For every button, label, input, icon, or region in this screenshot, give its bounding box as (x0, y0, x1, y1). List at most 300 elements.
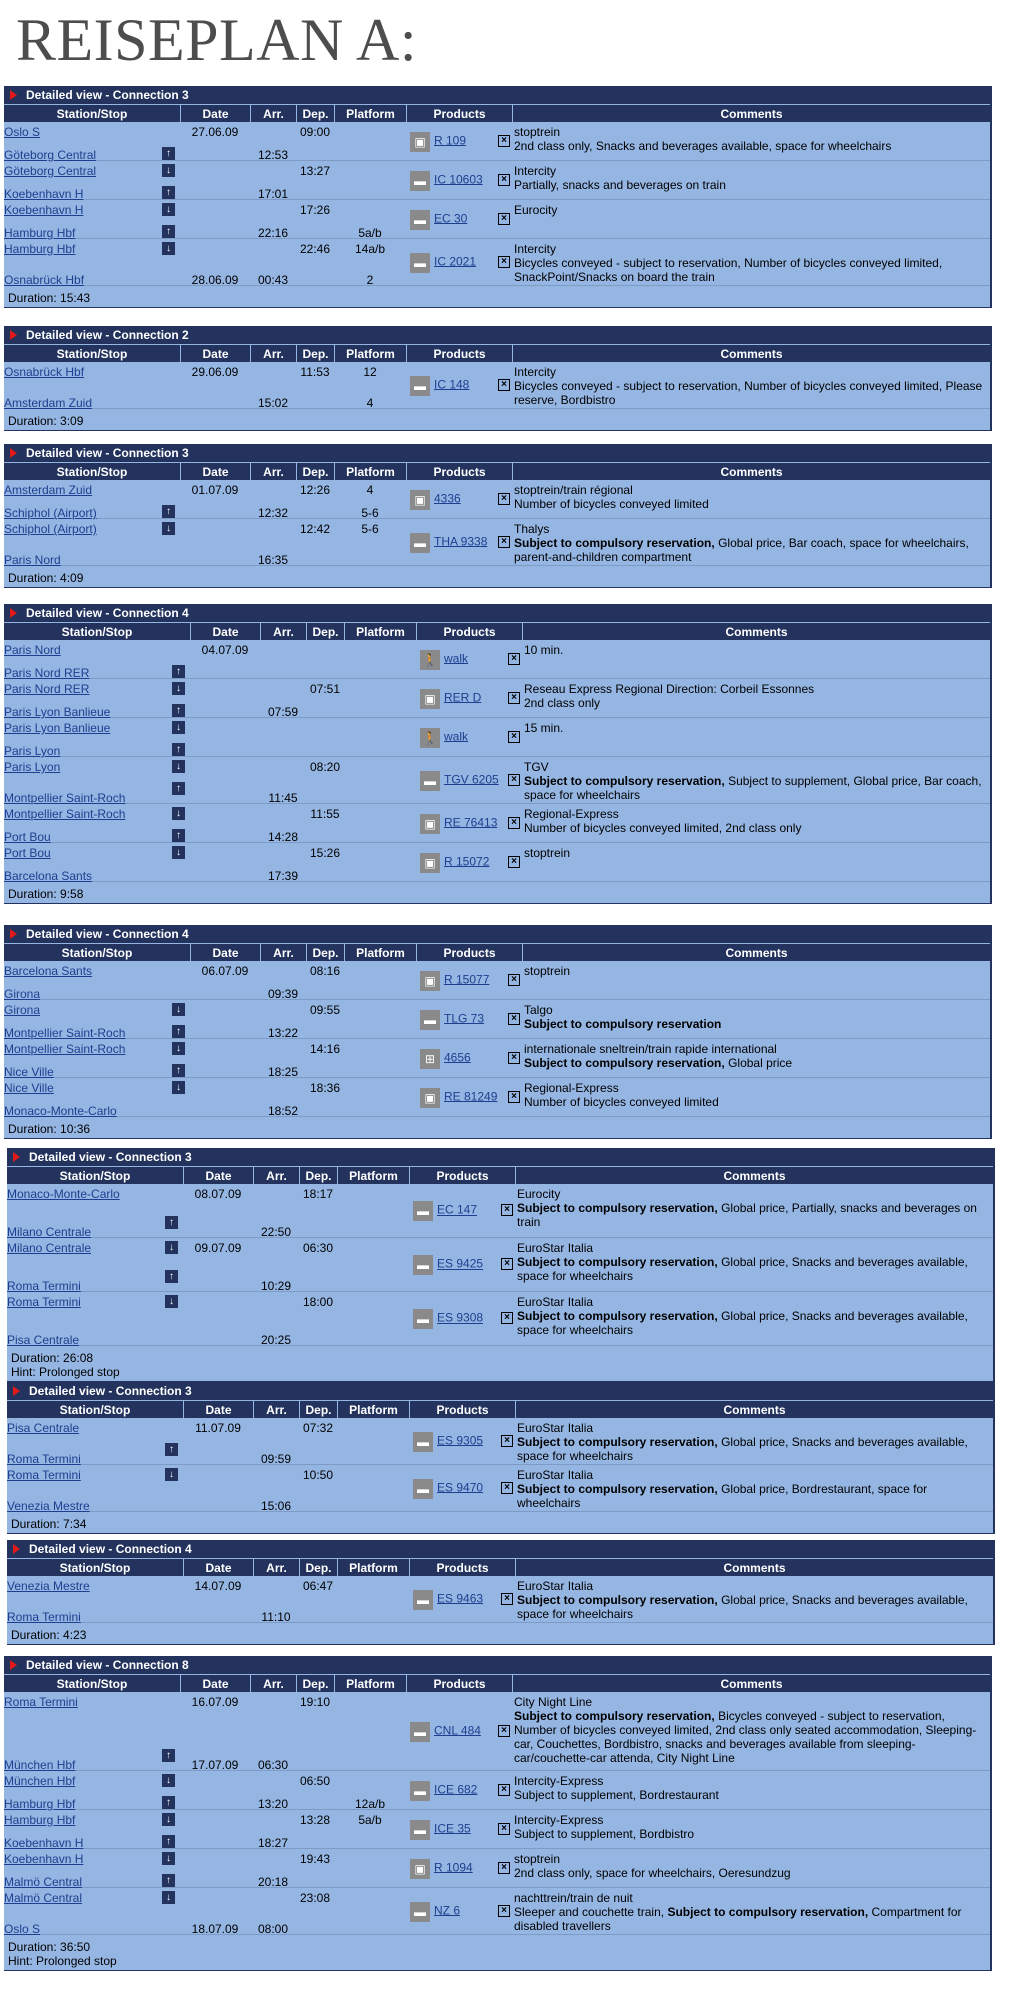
close-icon[interactable]: × (498, 213, 510, 225)
duration-text: Duration: 7:34 (11, 1517, 87, 1531)
plat-value (337, 1295, 409, 1309)
panel-header[interactable] (4, 1656, 990, 1674)
table-row (4, 1771, 990, 1810)
dep-value: 10:50 (302, 1468, 334, 1482)
column-header-comments: Comments (515, 1167, 993, 1184)
arrow-down-icon[interactable]: ↓ (162, 203, 175, 216)
dep-cell (306, 757, 344, 805)
close-icon[interactable]: × (498, 1862, 510, 1874)
product-cell (406, 362, 512, 410)
arrow-up-icon[interactable]: ↑ (162, 225, 175, 238)
date-value: 06.07.09 (201, 964, 249, 978)
product-link[interactable]: R 109 (434, 133, 467, 147)
rows (4, 480, 990, 566)
close-icon[interactable]: × (498, 135, 510, 147)
column-header-platform: Platform (337, 1167, 409, 1184)
arrow-down-icon[interactable]: ↓ (172, 1003, 185, 1016)
table-row (4, 804, 990, 843)
expand-triangle-icon[interactable] (10, 90, 17, 100)
arr-value: 12:53 (257, 148, 289, 162)
station-link[interactable]: München Hbf (4, 1774, 76, 1788)
station-link[interactable]: Port Bou (4, 830, 51, 844)
station-link[interactable]: Monaco-Monte-Carlo (7, 1187, 120, 1201)
station-link[interactable]: Girona (4, 1003, 41, 1017)
close-icon[interactable]: × (498, 1905, 510, 1917)
close-icon[interactable]: × (508, 1052, 520, 1064)
arrow-up-icon[interactable]: ↑ (165, 1270, 178, 1283)
product-link[interactable]: EC 147 (437, 1202, 478, 1217)
product-cell (409, 1184, 515, 1239)
close-icon[interactable]: × (501, 1435, 513, 1447)
station-link[interactable]: Osnabrück Hbf (4, 365, 85, 379)
comment-title: stoptrein (524, 846, 571, 860)
station-link[interactable]: Amsterdam Zuid (4, 396, 93, 410)
arrow-down-icon[interactable]: ↓ (172, 682, 185, 695)
date-value (183, 1333, 253, 1347)
arr-value: 10:29 (260, 1279, 292, 1293)
station-link[interactable]: Pisa Centrale (7, 1333, 80, 1347)
plat-value (337, 1468, 409, 1482)
date-value: 04.07.09 (201, 643, 249, 657)
dep-cell (299, 1184, 337, 1239)
arrow-up-icon[interactable]: ↑ (162, 147, 175, 160)
arrow-up-icon[interactable]: ↑ (172, 1025, 185, 1038)
column-header-station: Station/Stop (56, 347, 128, 361)
arrow-down-icon[interactable]: ↓ (172, 807, 185, 820)
dep-cell (296, 519, 334, 567)
station-link[interactable]: Malmö Central (4, 1891, 83, 1905)
table-row (4, 200, 990, 239)
comment-title: Regional-Express (524, 1081, 619, 1095)
station-link[interactable]: Schiphol (Airport) (4, 506, 97, 520)
close-icon[interactable]: × (501, 1312, 513, 1324)
station-link[interactable]: Roma Termini (7, 1452, 81, 1466)
expand-triangle-icon[interactable] (13, 1544, 20, 1554)
station-link[interactable]: Koebenhavn H (4, 203, 84, 217)
station-link[interactable]: Roma Termini (4, 1695, 78, 1709)
station-link[interactable]: Schiphol (Airport) (4, 522, 97, 536)
station-link[interactable]: Malmö Central (4, 1875, 83, 1889)
date-cell (183, 1238, 253, 1293)
close-icon[interactable]: × (498, 493, 510, 505)
station-link[interactable]: Hamburg Hbf (4, 242, 76, 256)
product-link[interactable]: ES 9425 (437, 1256, 484, 1271)
station-link[interactable]: Paris Nord RER (4, 666, 90, 680)
station-link[interactable]: Paris Lyon (4, 760, 61, 774)
arr-value (260, 682, 306, 696)
comment-text: Global price, Bar coach, space for wheelchairs, parent-and-children compartment (514, 536, 969, 564)
comment-title: EuroStar Italia (517, 1295, 594, 1309)
product-link[interactable]: ES 9470 (437, 1480, 484, 1494)
close-icon[interactable]: × (501, 1258, 513, 1270)
dep-value (296, 1797, 334, 1811)
column-header-date: Date (183, 1167, 253, 1184)
dep-value (299, 1499, 337, 1513)
comment-details (517, 1593, 989, 1621)
column-headers (4, 622, 990, 640)
connection-panel (4, 444, 992, 588)
product-link[interactable]: RE 81249 (444, 1089, 498, 1103)
arrow-down-icon[interactable]: ↓ (165, 1468, 178, 1481)
reservation-note: Subject to compulsory reservation (524, 1017, 722, 1031)
column-header-arr: Arr. (250, 463, 296, 480)
station-link[interactable]: Oslo S (4, 1922, 41, 1936)
expand-triangle-icon[interactable] (10, 330, 17, 340)
walk-icon: 🚶 (420, 650, 440, 670)
comment-title: EuroStar Italia (517, 1241, 594, 1255)
panel-header[interactable] (7, 1148, 993, 1166)
close-icon[interactable]: × (498, 379, 510, 391)
panel-header[interactable] (4, 326, 990, 344)
plat-value (334, 125, 406, 139)
close-icon[interactable]: × (508, 817, 520, 829)
product-cell (416, 843, 522, 890)
product-link[interactable]: ES 9463 (437, 1591, 484, 1605)
product-link[interactable]: R 15072 (444, 854, 490, 868)
close-icon[interactable]: × (508, 774, 520, 786)
station-names (7, 1187, 159, 1239)
station-link[interactable]: München Hbf (4, 1758, 76, 1772)
dep-value (299, 1279, 337, 1293)
station-link[interactable]: Koebenhavn H (4, 187, 84, 201)
close-icon[interactable]: × (498, 1725, 510, 1737)
reservation-note: Subject to compulsory reservation, (517, 1255, 718, 1269)
expand-triangle-icon[interactable] (10, 448, 17, 458)
station-link[interactable]: Pisa Centrale (7, 1421, 80, 1435)
station-cell (7, 1576, 183, 1624)
arr-value (260, 760, 306, 774)
arrow-down-icon[interactable]: ↓ (172, 1042, 185, 1055)
dep-value (299, 1333, 337, 1347)
plat-value (344, 987, 416, 1001)
station-link[interactable]: Göteborg Central (4, 148, 97, 162)
connection-panel (7, 1382, 995, 1534)
plat-value (334, 1891, 406, 1905)
duration-text: Duration: 3:09 (8, 414, 84, 428)
arrow-up-icon[interactable]: ↑ (162, 1796, 175, 1809)
station-link[interactable]: Koebenhavn H (4, 1836, 84, 1850)
arrow-down-icon[interactable]: ↓ (172, 760, 185, 773)
comment-details (517, 1255, 989, 1283)
station-link[interactable]: Nice Ville (4, 1081, 54, 1095)
station-link[interactable]: Paris Nord (4, 553, 61, 567)
duration-text: Duration: 36:50 (8, 1940, 91, 1954)
arrow-cell (156, 1695, 180, 1772)
close-icon[interactable]: × (498, 256, 510, 268)
panel-title: Detailed view - Connection 4 (26, 606, 189, 620)
product-link[interactable]: ICE 682 (434, 1782, 478, 1796)
station-link[interactable]: Roma Termini (7, 1279, 81, 1293)
expand-triangle-icon[interactable] (10, 608, 17, 618)
comment-text: Global price (728, 1056, 793, 1070)
date-value (180, 203, 250, 217)
station-link[interactable]: Milano Centrale (7, 1225, 92, 1239)
product-link[interactable]: ES 9308 (437, 1310, 484, 1325)
product-link[interactable]: ES 9305 (437, 1433, 484, 1447)
station-link[interactable]: Amsterdam Zuid (4, 483, 93, 497)
dep-cell (299, 1576, 337, 1624)
dep-cell (296, 1888, 334, 1936)
arrow-up-icon[interactable]: ↑ (165, 1443, 178, 1456)
product-cell (406, 1888, 512, 1936)
product-link[interactable]: IC 10603 (434, 172, 483, 186)
station-link[interactable]: Port Bou (4, 846, 51, 860)
product-link[interactable]: IC 148 (434, 377, 470, 391)
arrow-cell (166, 846, 190, 890)
product-link[interactable]: TGV 6205 (444, 772, 499, 786)
arrow-up-icon[interactable]: ↑ (162, 1835, 175, 1848)
date-value (190, 830, 260, 844)
duration-text: Duration: 9:58 (8, 887, 84, 901)
station-link[interactable]: Venezia Mestre (7, 1499, 90, 1513)
comments-cell (522, 843, 990, 890)
arrow-up-icon[interactable]: ↑ (172, 829, 185, 842)
panel-header[interactable] (7, 1540, 993, 1558)
station-link[interactable]: Paris Lyon Banlieue (4, 705, 111, 719)
panel-header[interactable] (4, 604, 990, 622)
arrow-up-icon[interactable]: ↑ (162, 1749, 175, 1762)
arrow-down-icon[interactable]: ↓ (172, 721, 185, 734)
comment-text: Subject to supplement, Bordbistro (514, 1827, 695, 1841)
product-link[interactable]: TLG 73 (444, 1011, 485, 1025)
table-row (4, 843, 990, 882)
station-link[interactable]: Hamburg Hbf (4, 1797, 76, 1811)
close-icon[interactable]: × (501, 1204, 513, 1216)
comment-details (514, 1709, 986, 1765)
arrow-up-icon[interactable]: ↑ (162, 1874, 175, 1887)
arrow-up-icon[interactable]: ↑ (162, 186, 175, 199)
close-icon[interactable]: × (508, 731, 520, 743)
table-row (7, 1184, 993, 1238)
dep-value: 15:26 (309, 846, 341, 860)
arrow-down-icon[interactable]: ↓ (165, 1241, 178, 1254)
arrow-down-icon[interactable]: ↓ (165, 1295, 178, 1308)
station-link[interactable]: Venezia Mestre (7, 1579, 90, 1593)
product-link[interactable]: R 1094 (434, 1860, 473, 1874)
product-link[interactable]: R 15077 (444, 972, 490, 986)
date-value: 14.07.09 (194, 1579, 242, 1593)
station-link[interactable]: Roma Termini (7, 1610, 81, 1624)
station-names (4, 846, 166, 890)
arrow-down-icon[interactable]: ↓ (172, 1081, 185, 1094)
column-header-dep: Dep. (296, 1675, 334, 1692)
station-link[interactable]: Paris Lyon Banlieue (4, 721, 111, 735)
product-link[interactable]: IC 2021 (434, 254, 477, 268)
arr-value: 16:35 (257, 553, 289, 567)
close-icon[interactable]: × (498, 1823, 510, 1835)
arrow-cell (166, 760, 190, 805)
column-headers (4, 104, 990, 122)
product-link[interactable]: 4336 (434, 491, 461, 505)
rows (4, 961, 990, 1117)
arrow-down-icon[interactable]: ↓ (172, 846, 185, 859)
arr-value: 00:43 (257, 273, 289, 287)
comment-title: Intercity (514, 365, 557, 379)
comments-cell (512, 1692, 990, 1772)
rows (7, 1418, 993, 1512)
panel-header[interactable] (4, 86, 990, 104)
product-link[interactable]: THA 9338 (434, 534, 488, 548)
product-link[interactable]: walk (444, 729, 469, 743)
product-link[interactable]: RE 76413 (444, 815, 498, 829)
comment-details (514, 497, 986, 511)
comment-text: Subject to supplement, Bordrestaurant (514, 1788, 719, 1802)
plat-value (344, 830, 416, 844)
close-icon[interactable]: × (508, 974, 520, 986)
station-link[interactable]: Paris Nord RER (4, 682, 90, 696)
connection-panel (4, 604, 992, 904)
station-link[interactable]: Barcelona Sants (4, 869, 93, 883)
dep-value: 08:20 (309, 760, 341, 774)
product-link[interactable]: ICE 35 (434, 1821, 471, 1835)
date-value (190, 869, 260, 883)
date-cell (180, 1692, 250, 1772)
station-link[interactable]: Osnabrück Hbf (4, 273, 85, 287)
arr-cell (253, 1576, 299, 1624)
panel-header[interactable] (7, 1382, 993, 1400)
station-link[interactable]: Montpellier Saint-Roch (4, 1026, 126, 1040)
duration-text: Duration: 4:23 (11, 1628, 87, 1642)
column-header-station: Station/Stop (61, 625, 133, 639)
arr-value (260, 846, 306, 860)
station-link[interactable]: Roma Termini (7, 1295, 81, 1309)
date-value: 01.07.09 (191, 483, 239, 497)
station-link[interactable]: Hamburg Hbf (4, 226, 76, 240)
product-link[interactable]: RER D (444, 690, 482, 704)
plat-cell (334, 1888, 406, 1936)
station-link[interactable]: Monaco-Monte-Carlo (4, 1104, 117, 1118)
close-icon[interactable]: × (498, 1784, 510, 1796)
comments-cell (512, 519, 990, 567)
close-icon[interactable]: × (508, 692, 520, 704)
arrow-up-icon[interactable]: ↑ (172, 1064, 185, 1077)
station-link[interactable]: Hamburg Hbf (4, 1813, 76, 1827)
station-link[interactable]: Paris Lyon (4, 744, 61, 758)
arr-cell (250, 519, 296, 567)
close-icon[interactable]: × (501, 1593, 513, 1605)
arr-value (260, 666, 306, 680)
station-link[interactable]: Oslo S (4, 125, 41, 139)
station-link[interactable]: Barcelona Sants (4, 964, 93, 978)
dep-value: 23:08 (299, 1891, 331, 1905)
arr-cell (253, 1184, 299, 1239)
product-link[interactable]: walk (444, 651, 469, 665)
arr-value (250, 1852, 296, 1866)
station-link[interactable]: Paris Nord (4, 643, 61, 657)
station-link[interactable]: Nice Ville (4, 1065, 54, 1079)
arrow-down-icon[interactable]: ↓ (162, 1891, 175, 1904)
station-names (7, 1421, 159, 1466)
arrow-down-icon[interactable]: ↓ (162, 164, 175, 177)
station-link[interactable]: Milano Centrale (7, 1241, 92, 1255)
table-row (4, 640, 990, 679)
dep-value (296, 1875, 334, 1889)
panel-header[interactable] (4, 444, 990, 462)
station-link[interactable]: Montpellier Saint-Roch (4, 807, 126, 821)
date-cell (183, 1576, 253, 1624)
close-icon[interactable]: × (508, 1013, 520, 1025)
plat-value (334, 1875, 406, 1889)
close-icon[interactable]: × (508, 1091, 520, 1103)
station-link[interactable]: Girona (4, 987, 41, 1001)
arrow-up-icon[interactable]: ↑ (172, 665, 185, 678)
comment-details (514, 536, 986, 564)
reservation-note: Subject to compulsory reservation, (517, 1309, 718, 1323)
plat-value (334, 187, 406, 201)
close-icon[interactable]: × (498, 536, 510, 548)
arrow-up-icon[interactable]: ↑ (165, 1216, 178, 1229)
comment-details (514, 139, 986, 153)
close-icon[interactable]: × (501, 1482, 513, 1494)
close-icon[interactable]: × (508, 653, 520, 665)
date-value (180, 1852, 250, 1866)
arrow-down-icon[interactable]: ↓ (162, 1813, 175, 1826)
arr-value (260, 807, 306, 821)
station-link[interactable]: Roma Termini (7, 1468, 81, 1482)
close-icon[interactable]: × (498, 174, 510, 186)
comment-title: EuroStar Italia (517, 1468, 594, 1482)
arrow-cell (159, 1579, 183, 1624)
dep-value: 17:26 (299, 203, 331, 217)
arrow-up-icon[interactable]: ↑ (162, 505, 175, 518)
product-link[interactable]: 4656 (444, 1050, 471, 1064)
expand-triangle-icon[interactable] (10, 929, 17, 939)
arrow-up-icon[interactable]: ↑ (172, 782, 185, 795)
duration-text: Duration: 26:08 (11, 1351, 94, 1365)
arr-value (250, 522, 296, 536)
comment-text: Compartment for disabled travellers (514, 1905, 962, 1933)
dep-value: 13:28 (299, 1813, 331, 1827)
date-cell (190, 1078, 260, 1125)
arr-value: 18:25 (267, 1065, 299, 1079)
station-names (7, 1468, 159, 1513)
arr-value (260, 744, 306, 758)
arr-cell (253, 1418, 299, 1466)
station-link[interactable]: Montpellier Saint-Roch (4, 1042, 126, 1056)
dep-value: 12:26 (299, 483, 331, 497)
panel-header[interactable] (4, 925, 990, 943)
product-link[interactable]: EC 30 (434, 211, 468, 225)
arr-value: 11:10 (261, 1610, 291, 1624)
plat-value (334, 1758, 406, 1772)
station-cell (4, 843, 190, 890)
expand-triangle-icon[interactable] (10, 1660, 17, 1670)
arrow-down-icon[interactable]: ↓ (162, 242, 175, 255)
station-link[interactable]: Montpellier Saint-Roch (4, 791, 126, 805)
arrow-down-icon[interactable]: ↓ (162, 1852, 175, 1865)
expand-triangle-icon[interactable] (13, 1152, 20, 1162)
arrow-up-icon[interactable]: ↑ (172, 743, 185, 756)
product-link[interactable]: NZ 6 (434, 1903, 461, 1917)
arr-value (250, 125, 296, 139)
comment-title: Intercity-Express (514, 1813, 604, 1827)
arrow-up-icon[interactable]: ↑ (172, 704, 185, 717)
reservation-note: Subject to compulsory reservation, (514, 1709, 715, 1723)
arr-value (250, 242, 296, 256)
arrow-down-icon[interactable]: ↓ (162, 1774, 175, 1787)
dep-value (296, 1758, 334, 1772)
station-link[interactable]: Koebenhavn H (4, 1852, 84, 1866)
arrow-down-icon[interactable]: ↓ (162, 522, 175, 535)
expand-triangle-icon[interactable] (13, 1386, 20, 1396)
close-icon[interactable]: × (508, 856, 520, 868)
panel-footer (4, 1935, 990, 1970)
plat-value (334, 148, 406, 162)
station-link[interactable]: Göteborg Central (4, 164, 97, 178)
column-header-arr: Arr. (250, 345, 296, 362)
comment-text: 2nd class only, Snacks and beverages available, space for wheelchairs (514, 139, 892, 153)
product-link[interactable]: CNL 484 (434, 1723, 481, 1737)
